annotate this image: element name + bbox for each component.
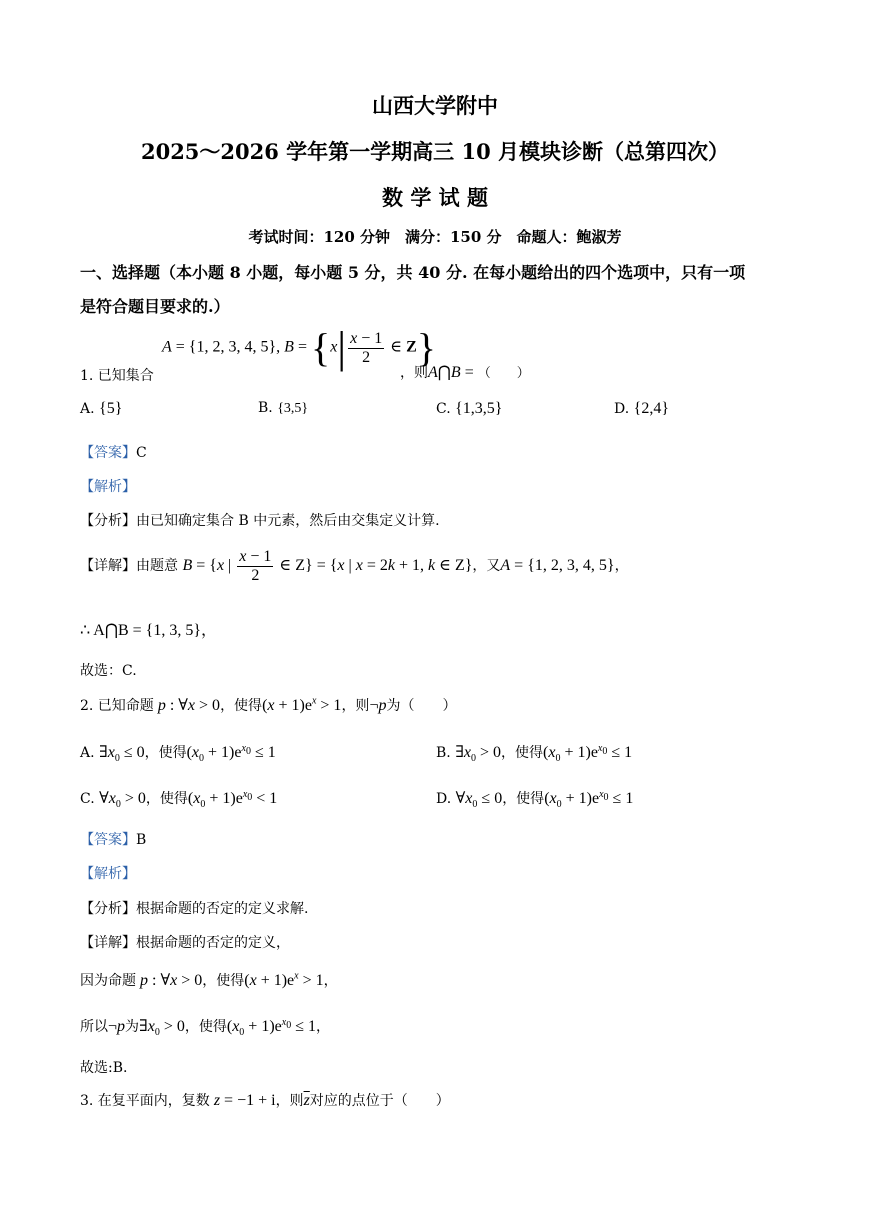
q1-answer-value: C bbox=[136, 445, 147, 461]
q1-then-text: ，则 bbox=[400, 365, 428, 381]
q2-option-d[interactable]: D. $\forall x_0 \le 0$，使得$(x_0 + 1)e^{x_0} \le 1$ bbox=[436, 788, 634, 811]
q2-option-c-label: C. bbox=[80, 791, 95, 807]
q1-paren: （ ） bbox=[477, 366, 530, 381]
q2-stem: 2. 已知命题 p : ∀x > 0，使得$(x + 1)e^x > 1$，则¬p为（ ） bbox=[80, 695, 457, 714]
q2-because-mid: ，使得 bbox=[202, 973, 245, 989]
q2-wei2: 为 bbox=[125, 1019, 140, 1035]
q2-therefore: 所以¬p为$\exists x_0 > 0$，使得$(x_0 + 1)e^{x_0} \le 1$， bbox=[80, 1016, 330, 1039]
exam-title: 2025～2026 学年第一学期高三 10 月模块诊断（总第四次） bbox=[140, 139, 730, 164]
q2-because: 因为命题 p : ∀x > 0，使得$(x + 1)e^x > 1$， bbox=[80, 970, 338, 989]
school-name: 山西大学附中 bbox=[372, 93, 498, 118]
q2-analysis-tag: 【解析】 bbox=[80, 866, 136, 882]
q2-option-a-label: A. bbox=[80, 745, 95, 761]
q2-wei: 为（ ） bbox=[386, 698, 457, 714]
q1-fenxi bbox=[80, 510, 440, 530]
subject-title: 数 学 试 题 bbox=[382, 185, 488, 210]
q2-answer bbox=[80, 829, 146, 849]
q3-stem: 3. 在复平面内，复数 z = −1 + i，则$\overline{z}$对应的点位于（ ） bbox=[80, 1092, 450, 1109]
exam-info: 考试时间：120 分钟 满分：150 分 命题人：鲍淑芳 bbox=[248, 228, 622, 246]
q1-detail-prefix: 由题意 bbox=[136, 557, 178, 574]
q1-stem bbox=[80, 365, 154, 385]
q1-detail: 【详解】由题意 B = {x | $\frac{x - 1}{2}$ ∈ Z} = {x | x = 2k + 1, k ∈ Z}，又A = {1, 2, 3, 4, 5}， bbox=[80, 548, 629, 584]
q3-number-text: 3. 在复平面内，复数 bbox=[80, 1093, 210, 1109]
q2-detail-text: 根据命题的否定的定义， bbox=[136, 935, 290, 951]
answer-tag: 【答案】 bbox=[80, 832, 136, 848]
q1-option-c-label: C. bbox=[436, 401, 451, 417]
q2-option-b[interactable]: B. $\exists x_0 > 0$，使得$(x_0 + 1)e^{x_0} \le 1$ bbox=[436, 742, 633, 765]
q2-because-text: 因为命题 bbox=[80, 973, 136, 989]
section-heading-line2: 是符合题目要求的.） bbox=[80, 297, 230, 316]
q1-option-d-label: D. bbox=[614, 401, 630, 417]
detail-tag: 【详解】 bbox=[80, 935, 136, 951]
fenxi-tag: 【分析】 bbox=[80, 513, 136, 529]
q1-option-b-label: B. bbox=[258, 400, 273, 416]
q1-set-definition: A = {1, 2, 3, 4, 5}, B = {x| $\frac{x - 1}{2}$ ∈ Z} bbox=[162, 323, 436, 372]
q2-option-a-shide: ，使得 bbox=[144, 745, 187, 761]
q2-fenxi-text: 根据命题的否定的定义求解. bbox=[136, 901, 309, 917]
q2-option-c-shide: ，使得 bbox=[145, 791, 188, 807]
detail-tag: 【详解】 bbox=[80, 557, 136, 574]
q2-number-text: 2. 已知命题 bbox=[80, 698, 154, 714]
q1-number-text: 1. 已知集合 bbox=[80, 368, 154, 384]
q2-mid-text: ，使得 bbox=[220, 698, 263, 714]
q1-answer bbox=[80, 442, 147, 462]
q2-option-b-label: B. bbox=[436, 745, 451, 761]
q1-detail-mid: ，又 bbox=[472, 557, 501, 574]
q1-analysis-tag: 【解析】 bbox=[80, 479, 136, 495]
q3-rest-text: 对应的点位于（ ） bbox=[309, 1093, 450, 1109]
fenxi-tag: 【分析】 bbox=[80, 901, 136, 917]
q1-option-d[interactable]: D. {2,4} bbox=[614, 400, 669, 417]
answer-tag: 【答案】 bbox=[80, 445, 136, 461]
q2-therefore-shide: ，使得 bbox=[184, 1019, 227, 1035]
q1-option-a-label: A. bbox=[80, 401, 95, 417]
q1-stem-tail: ，则A⋂B = （ ） bbox=[400, 364, 530, 381]
q2-answer-value: B bbox=[136, 832, 147, 848]
q1-conclusion: ∴ A⋂B = {1, 3, 5}， bbox=[80, 622, 218, 639]
q2-detail bbox=[80, 932, 290, 952]
q2-then-text: ，则 bbox=[341, 698, 370, 714]
q3-then-text: ，则 bbox=[275, 1093, 304, 1109]
q2-option-c[interactable]: C. $\forall x_0 > 0$，使得$(x_0 + 1)e^{x_0} < 1$ bbox=[80, 788, 278, 811]
q1-fenxi-text: 由已知确定集合 B 中元素，然后由交集定义计算. bbox=[136, 513, 440, 529]
q2-option-b-shide: ，使得 bbox=[501, 745, 544, 761]
q1-option-c[interactable]: C. {1,3,5} bbox=[436, 400, 503, 417]
q2-fenxi bbox=[80, 898, 308, 918]
q2-choose: 故选:B. bbox=[80, 1060, 128, 1076]
section-heading-line1: 一、选择题（本小题 8 小题，每小题 5 分，共 40 分. 在每小题给出的四个选项中，只有一项 bbox=[80, 263, 746, 282]
q1-option-a[interactable]: A. {5} bbox=[80, 400, 123, 417]
q2-suoyi: 所以 bbox=[80, 1019, 108, 1035]
q2-option-d-label: D. bbox=[436, 791, 452, 807]
q1-choose: 故选：C. bbox=[80, 663, 137, 679]
q2-option-a[interactable]: A. $\exists x_0 \le 0$，使得$(x_0 + 1)e^{x_0} \le 1$ bbox=[80, 742, 276, 765]
q2-option-d-shide: ，使得 bbox=[502, 791, 545, 807]
q1-option-b[interactable]: B. {3,5} bbox=[258, 400, 309, 416]
